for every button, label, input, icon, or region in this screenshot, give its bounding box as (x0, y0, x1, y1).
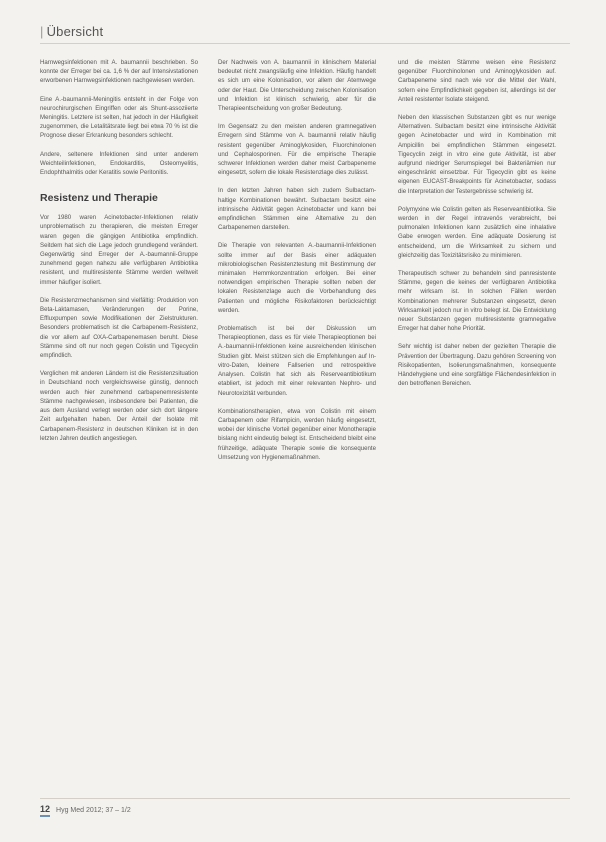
paragraph: Andere, seltenere Infektionen sind unter anderem Weichteilinfektionen, Endokarditis, Osteomyelitis, Endophthalmitis oder Keratitis sowie Peritonitis. (40, 150, 198, 177)
paragraph: Polymyxine wie Colistin gelten als Reserveantibiotika. Sie werden in der Regel intravenös verabreicht, bei pulmonalen Infektionen kann zusätzlich eine inhalative Gabe erwogen werden. Eine adäquate Dosierung ist entscheidend, um die Wirksamkeit zu sichern und gleichzeitig das Toxizitätsrisiko zu minimieren. (398, 205, 556, 259)
header-bar-icon: | (40, 24, 44, 39)
text-column-2 (218, 58, 376, 471)
paragraph: Problematisch ist bei der Diskussion um Therapieoptionen, dass es für viele Therapieoptionen bei A.-baumannii-Infektionen keine ausreichenden klinischen Studien gibt. Meist stützen sich die Empfehlungen auf In-vitro-Daten, kleinere Fallserien und retrospektive Analysen. Colistin hat sich als Reserveantibiotikum etabliert, ist jedoch mit einer relevanten Nephro- und Neurotoxizität verbunden. (218, 325, 376, 397)
paragraph: Therapeutisch schwer zu behandeln sind panresistente Stämme, gegen die keines der verfügbaren Antibiotika mehr wirksam ist. In solchen Fällen werden Kombinationen mehrerer Substanzen eingesetzt, deren Wirksamkeit jedoch nur in vitro belegt ist. Die Entwicklung neuer Substanzen gegen multiresistente gramnegative Erreger hat daher hohe Priorität. (398, 270, 556, 333)
paragraph: und die meisten Stämme weisen eine Resistenz gegenüber Fluorchinolonen und Aminoglykosiden auf. Carbapeneme sind nach wie vor die Mittel der Wahl, sofern eine Empfindlichkeit gegeben ist, allerdings ist der Anteil resistenter Isolate steigend. (398, 59, 556, 103)
paragraph: In den letzten Jahren haben sich zudem Sulbactam-haltige Kombinationen bewährt. Sulbactam besitzt eine intrinsische Aktivität gegen Acinetobacter und kann bei empfindlichen Stämmen eine Alternative zu den Carbapenemen darstellen. (218, 187, 376, 232)
paragraph: Vor 1980 waren Acinetobacter-Infektionen relativ unproblematisch zu therapieren, die meisten Erreger waren gegen die gängigen Antibiotika empfindlich. Seitdem hat sich die Lage jedoch grundlegend verändert. Gegenwärtig sind Erreger der A.-baumannii-Gruppe zunehmend gegen nahezu alle verfügbaren Antibiotika resistent, und multiresistente Stämme werden weltweit immer häufiger isoliert. (40, 214, 198, 286)
paragraph: Die Therapie von relevanten A.-baumannii-Infektionen sollte immer auf der Basis einer adäquaten mikrobiologischen Resistenztestung mit Bestimmung der minimalen Hemmkonzentration erfolgen. Bei einer notwendigen empirischen Therapie sollten neben der lokalen Resistenzlage auch die Vorbehandlung des Patienten und mögliche Risikofaktoren berücksichtigt werden. (218, 242, 376, 314)
text-column-3 (398, 58, 556, 398)
header-divider (40, 43, 570, 44)
section-title: Übersicht (46, 24, 104, 39)
footer-divider (40, 798, 570, 799)
page-footer (40, 804, 131, 814)
paragraph: Sehr wichtig ist daher neben der gezielten Therapie die Prävention der Übertragung. Dazu gehören Screening von Risikopatienten, Isolierungsmaßnahmen, konsequente Händehygiene und eine sorgfältige Flächendesinfektion in den betroffenen Bereichen. (398, 343, 556, 388)
section-header (40, 24, 103, 39)
page-number: 12 (40, 804, 50, 817)
paragraph: Neben den klassischen Substanzen gibt es nur wenige Alternativen. Sulbactam besitzt eine intrinsische Aktivität gegen Acinetobacter und wird in Kombination mit Ampicillin bei empfindlichen Stämmen eingesetzt. Tigecyclin zeigt in vitro eine gute Aktivität, ist aber aufgrund niedriger Serumspiegel bei Bakteriämien nur eingeschränkt einsetzbar. Für Tigecyclin gibt es keine eigenen EUCAST-Breakpoints für Acinetobacter, sodass die Interpretation der Testergebnisse schwierig ist. (398, 114, 556, 195)
paragraph: Eine A.-baumannii-Meningitis entsteht in der Folge von neurochirurgischen Eingriffen oder als Shunt-assoziierte Meningitis. Letztere ist selten, hat jedoch in der Häufigkeit zugenommen, die Letalitätsrate liegt bei etwa 70 % ist die Prognose dieser Erkrankung besonders schlecht. (40, 95, 198, 140)
paragraph: Der Nachweis von A. baumannii in klinischem Material bedeutet nicht zwangsläufig eine Infektion. Häufig handelt es sich um eine Kolonisation, vor allem der Atemwege oder der Haut. Die Unterscheidung zwischen Kolonisation und Infektion ist klinisch schwierig, aber für die Therapieentscheidung von großer Bedeutung. (218, 59, 376, 113)
paragraph: Verglichen mit anderen Ländern ist die Resistenzsituation in Deutschland noch vergleichsweise günstig, dennoch werden auch hier zunehmend carbapenemresistente Stämme nachgewiesen, insbesondere bei Patienten, die aus dem Ausland verlegt werden oder sich dort längere Zeit aufgehalten haben. Der Anteil der Isolate mit Carbapenem-Resistenz in deutschen Kliniken ist in den letzten Jahren deutlich angestiegen. (40, 370, 198, 442)
paragraph: Harnwegsinfektionen mit A. baumannii beschrieben. So konnte der Erreger bei ca. 1,6 % der auf Intensivstationen erworbenen Harnwegsinfektionen nachgewiesen werden. (40, 59, 198, 85)
paragraph: Die Resistenzmechanismen sind vielfältig: Produktion von Beta-Laktamasen, Veränderungen der Porine, Effluxpumpen sowie Modifikationen der Zielstrukturen. Besonders problematisch ist die Carbapenem-Resistenz, die vor allem auf OXA-Carbapenemasen beruht. Diese Stämme sind oft nur noch gegen Colistin und Tigecyclin empfindlich. (40, 296, 198, 360)
text-column-1 (40, 58, 198, 452)
section-heading: Resistenz und Therapie (40, 192, 158, 205)
paragraph: Im Gegensatz zu den meisten anderen gramnegativen Erregern sind Stämme von A. baumannii relativ häufig resistent gegenüber Aminoglykosiden, Fluorchinolonen und Cephalosporinen. Für die empirische Therapie schwerer Infektionen werden daher meist Carbapeneme eingesetzt, sofern die lokale Resistenzlage dies zulässt. (218, 123, 376, 177)
paragraph: Kombinationstherapien, etwa von Colistin mit einem Carbapenem oder Rifampicin, werden häufig eingesetzt, wobei der klinische Vorteil gegenüber einer Monotherapie bislang nicht eindeutig belegt ist. Entscheidend bleibt eine frühzeitige, adäquate Therapie sowie die konsequente Umsetzung von Hygienemaßnahmen. (218, 407, 376, 461)
journal-citation: Hyg Med 2012; 37 – 1/2 (56, 807, 131, 814)
